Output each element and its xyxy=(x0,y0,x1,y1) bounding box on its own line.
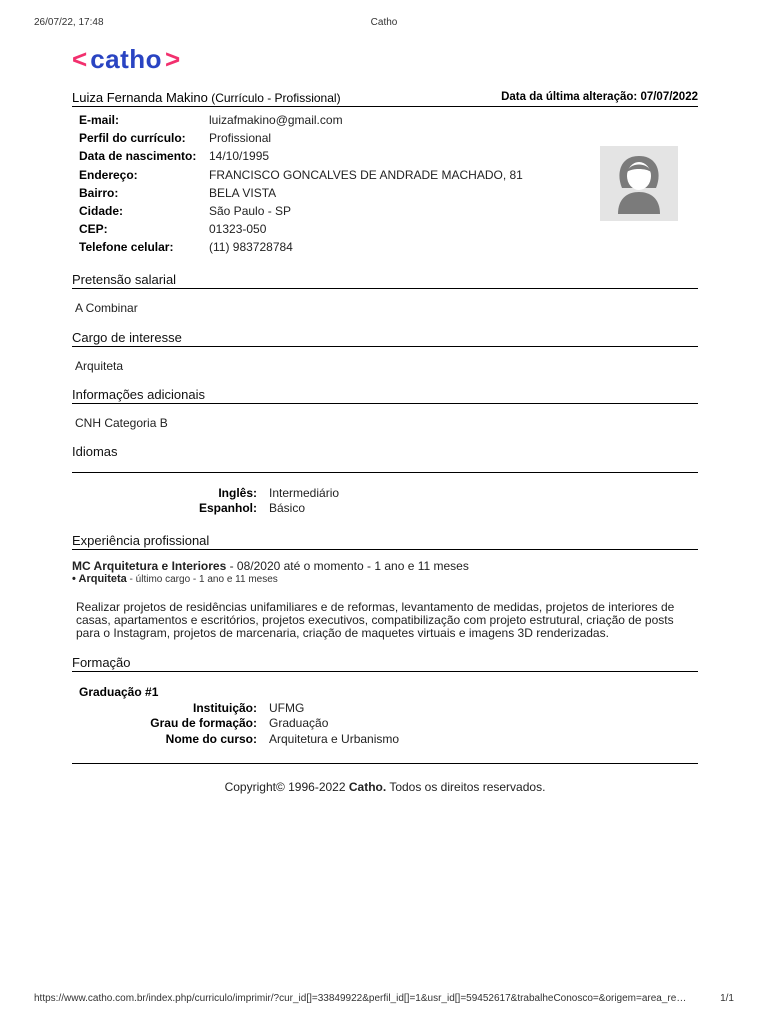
info-label: Bairro: xyxy=(79,185,119,200)
education-row xyxy=(72,700,698,716)
resume-header xyxy=(72,90,698,107)
info-label: Telefone celular: xyxy=(79,240,174,255)
education-heading: Graduação #1 xyxy=(79,685,159,699)
section-role xyxy=(72,330,698,373)
logo-right-chevron: > xyxy=(165,44,181,74)
logo-left-chevron: < xyxy=(72,44,88,74)
language-level: Intermediário xyxy=(269,485,340,500)
position-name: Arquiteta xyxy=(78,573,127,585)
info-value: Profissional xyxy=(209,131,272,146)
info-value: 01323-050 xyxy=(209,222,267,237)
section-title: Experiência profissional xyxy=(72,533,698,550)
info-label: Endereço: xyxy=(79,167,138,182)
print-datetime: 26/07/22, 17:48 xyxy=(34,17,104,28)
section-title: Cargo de interesse xyxy=(72,330,698,347)
language-name: Espanhol: xyxy=(198,501,257,516)
info-label: Perfil do currículo: xyxy=(79,131,186,146)
info-row-city xyxy=(79,202,523,220)
info-value: 14/10/1995 xyxy=(209,149,270,164)
section-education xyxy=(72,655,698,747)
experience-description: Realizar projetos de residências unifamiliares e de reformas, levantamento de medidas, projetos de interiores de casas, apartamentos e escritórios, projetos executivos, compatibilização com projeto estrutural, criação de posts para o Instagram, projetos de marcenaria, criação de maquetes virtuais e imagens 3D renderizadas. xyxy=(76,600,675,640)
info-value: São Paulo - SP xyxy=(209,204,292,219)
last-updated-label: Data da última alteração: xyxy=(501,91,638,103)
position-bullet: • xyxy=(72,573,79,585)
role-value: Arquiteta xyxy=(75,359,124,373)
copyright xyxy=(72,780,698,794)
email-value[interactable]: luizafmakino@gmail.com xyxy=(209,113,343,128)
last-updated xyxy=(501,91,698,103)
info-value: BELA VISTA xyxy=(209,185,277,200)
info-row-zip xyxy=(79,220,523,238)
last-updated-date: 07/07/2022 xyxy=(640,91,698,103)
info-label: Cidade: xyxy=(79,204,124,219)
print-title: Catho xyxy=(370,17,398,28)
experience-period: - 08/2020 até o momento - 1 ano e 11 meses xyxy=(226,559,469,573)
copyright-prefix: Copyright© 1996-2022 xyxy=(224,780,349,794)
education-value: UFMG xyxy=(269,700,305,715)
language-level: Básico xyxy=(269,501,306,516)
experience-position-line xyxy=(72,573,698,585)
position-detail: - último cargo - 1 ano e 11 meses xyxy=(126,574,278,585)
language-row xyxy=(72,485,698,501)
education-label: Nome do curso: xyxy=(165,731,257,746)
female-avatar-icon xyxy=(600,146,678,221)
language-name: Inglês: xyxy=(218,485,257,500)
education-row xyxy=(72,716,698,732)
candidate-name: Luiza Fernanda Makino xyxy=(72,90,208,105)
info-row-birthdate xyxy=(79,147,523,165)
print-url: https://www.catho.com.br/index.php/curriculo/imprimir/?cur_id[]=33849922&perfil_id[]=1&usr_id[]=59452617&trabalheConosco=&origem=area_re… xyxy=(34,993,687,1004)
info-row-email xyxy=(79,111,523,129)
section-title: Formação xyxy=(72,655,698,672)
info-label: CEP: xyxy=(79,222,108,237)
resume-type: (Currículo - Profissional) xyxy=(211,91,341,105)
info-value: (11) 983728784 xyxy=(209,240,293,255)
section-experience xyxy=(72,533,698,640)
language-list xyxy=(72,485,698,516)
section-salary xyxy=(72,272,698,315)
copyright-brand: Catho. xyxy=(348,780,387,794)
section-title: Idiomas xyxy=(72,444,698,473)
logo-wordmark: catho xyxy=(90,44,163,74)
section-additional xyxy=(72,387,698,430)
section-languages xyxy=(72,444,698,516)
info-label: E-mail: xyxy=(79,113,120,128)
salary-value: A Combinar xyxy=(75,301,138,315)
info-row-profile xyxy=(79,129,523,147)
education-row xyxy=(72,731,698,747)
copyright-suffix: Todos os direitos reservados. xyxy=(386,780,546,794)
company-name: MC Arquitetura e Interiores xyxy=(72,559,227,573)
experience-company-line xyxy=(72,559,698,573)
language-row xyxy=(72,501,698,517)
avatar xyxy=(600,146,678,221)
footer-divider xyxy=(72,763,698,764)
section-title: Pretensão salarial xyxy=(72,272,698,289)
education-label: Grau de formação: xyxy=(150,716,257,731)
info-row-address xyxy=(79,166,523,184)
education-value: Graduação xyxy=(269,716,329,731)
section-title: Informações adicionais xyxy=(72,387,698,404)
info-row-mobile xyxy=(79,238,523,256)
education-value: Arquitetura e Urbanismo xyxy=(269,731,400,746)
personal-info xyxy=(79,111,523,257)
catho-logo[interactable] xyxy=(72,46,180,72)
education-details xyxy=(72,700,698,747)
additional-value: CNH Categoria B xyxy=(75,416,168,430)
print-page-number: 1/1 xyxy=(720,993,734,1004)
info-value: FRANCISCO GONCALVES DE ANDRADE MACHADO, 81 xyxy=(209,167,523,182)
info-label: Data de nascimento: xyxy=(79,149,197,164)
info-row-neighborhood xyxy=(79,184,523,202)
education-label: Instituição: xyxy=(192,700,257,715)
